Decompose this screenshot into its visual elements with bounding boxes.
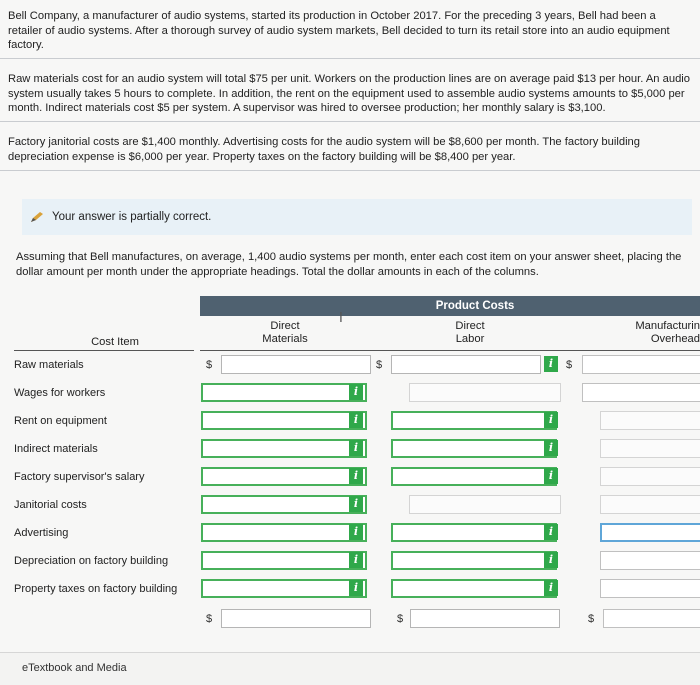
- property-taxes-moh-input[interactable]: [600, 579, 700, 598]
- wages-dl-input[interactable]: [409, 383, 561, 402]
- info-icon[interactable]: i: [349, 580, 363, 596]
- problem-paragraph-1: Bell Company, a manufacturer of audio systems, started its production in October 2017. For the preceding 3 years, Bell had been a retailer of audio systems. After a thorough survey of audio system markets, Bell decided to turn its retail store into an audio equipment factory.: [8, 10, 670, 51]
- row-label-advertising: Advertising: [14, 527, 69, 539]
- rent-dl-input[interactable]: [391, 411, 557, 430]
- info-icon[interactable]: i: [544, 412, 558, 428]
- info-icon[interactable]: i: [544, 468, 558, 484]
- dollar-sign: $: [588, 613, 595, 625]
- janitorial-moh-input[interactable]: [600, 495, 700, 514]
- indirect-materials-dm-input[interactable]: [201, 439, 367, 458]
- property-taxes-dm-input[interactable]: [201, 579, 367, 598]
- info-icon[interactable]: i: [349, 440, 363, 456]
- etextbook-link[interactable]: eTextbook and Media: [22, 662, 127, 674]
- divider: [0, 121, 700, 122]
- row-label-supervisor-salary: Factory supervisor's salary: [14, 471, 145, 483]
- col-header-direct-materials: Direct Materials: [262, 320, 308, 345]
- total-moh-input[interactable]: [603, 609, 700, 628]
- indirect-materials-dl-input[interactable]: [391, 439, 557, 458]
- header-rule: [14, 350, 194, 351]
- problem-paragraph-3: Factory janitorial costs are $1,400 monthly. Advertising costs for the audio system will be $8,600 per month. The factory building depreciation expense is $6,000 per year. Property taxes on the factory building will be $8,400 per year.: [8, 136, 640, 163]
- info-icon[interactable]: i: [544, 524, 558, 540]
- total-dl-input[interactable]: [410, 609, 560, 628]
- raw-materials-dm-input[interactable]: [221, 355, 371, 374]
- row-label-rent-equipment: Rent on equipment: [14, 415, 107, 427]
- row-label-indirect-materials: Indirect materials: [14, 443, 98, 455]
- col-header-manufacturing-overhead: Manufacturin Overhead: [635, 320, 700, 345]
- info-icon[interactable]: i: [349, 524, 363, 540]
- row-label-raw-materials: Raw materials: [14, 359, 84, 371]
- total-dm-input[interactable]: [221, 609, 371, 628]
- pencil-icon: [30, 211, 44, 223]
- raw-materials-dl-input[interactable]: [391, 355, 541, 374]
- dollar-sign: $: [397, 613, 404, 625]
- info-icon[interactable]: i: [349, 552, 363, 568]
- dollar-sign: $: [376, 359, 383, 371]
- header-bar-left: [200, 296, 390, 316]
- depreciation-dm-input[interactable]: [201, 551, 367, 570]
- feedback-banner: [22, 199, 692, 235]
- dollar-sign: $: [566, 359, 573, 371]
- info-icon[interactable]: i: [349, 496, 363, 512]
- info-icon[interactable]: i: [544, 440, 558, 456]
- info-icon[interactable]: i: [349, 468, 363, 484]
- col-header-direct-labor: Direct Labor: [455, 320, 485, 345]
- advertising-dm-input[interactable]: [201, 523, 367, 542]
- header-rule: [200, 350, 700, 351]
- depreciation-dl-input[interactable]: [391, 551, 557, 570]
- header-bar-right: [560, 296, 700, 316]
- info-icon[interactable]: i: [349, 384, 363, 400]
- feedback-message: Your answer is partially correct.: [52, 211, 212, 223]
- advertising-moh-input[interactable]: [600, 523, 700, 542]
- etextbook-bar[interactable]: [0, 652, 700, 685]
- wages-moh-input[interactable]: [582, 383, 700, 402]
- raw-materials-moh-input[interactable]: [582, 355, 700, 374]
- product-costs-header: Product Costs: [390, 296, 560, 316]
- instruction-text: Assuming that Bell manufactures, on average, 1,400 audio systems per month, enter each cost item on your answer sheet, placing the dollar amount per month under the appropriate headings. Total the dollar amounts in each of the columns.: [16, 251, 682, 278]
- row-label-property-taxes: Property taxes on factory building: [14, 583, 178, 595]
- wages-dm-input[interactable]: [201, 383, 367, 402]
- supervisor-moh-input[interactable]: [600, 467, 700, 486]
- depreciation-moh-input[interactable]: [600, 551, 700, 570]
- info-icon[interactable]: i: [349, 412, 363, 428]
- divider: [0, 170, 700, 171]
- advertising-dl-input[interactable]: [391, 523, 557, 542]
- col-header-cost-item: Cost Item: [91, 336, 139, 348]
- dollar-sign: $: [206, 613, 213, 625]
- row-label-depreciation: Depreciation on factory building: [14, 555, 169, 567]
- info-icon[interactable]: i: [544, 552, 558, 568]
- property-taxes-dl-input[interactable]: [391, 579, 557, 598]
- divider: [0, 58, 700, 59]
- dollar-sign: $: [206, 359, 213, 371]
- rent-dm-input[interactable]: [201, 411, 367, 430]
- problem-paragraph-2: Raw materials cost for an audio system will total $75 per unit. Workers on the production lines are on average paid $13 per hour. An audio system usually takes 5 hours to complete. In addition, the rent on the equipment used to assemble audio systems amounts to $5,000 per month. Indirect materials cost $5 per system. A supervisor was hired to oversee production; her monthly salary is $3,100.: [8, 73, 690, 114]
- supervisor-dl-input[interactable]: [391, 467, 557, 486]
- janitorial-dl-input[interactable]: [409, 495, 561, 514]
- supervisor-dm-input[interactable]: [201, 467, 367, 486]
- janitorial-dm-input[interactable]: [201, 495, 367, 514]
- indirect-materials-moh-input[interactable]: [600, 439, 700, 458]
- text-cursor-icon: I: [339, 311, 343, 326]
- row-label-janitorial: Janitorial costs: [14, 499, 87, 511]
- info-icon[interactable]: i: [544, 356, 558, 372]
- info-icon[interactable]: i: [544, 580, 558, 596]
- rent-moh-input[interactable]: [600, 411, 700, 430]
- row-label-wages: Wages for workers: [14, 387, 106, 399]
